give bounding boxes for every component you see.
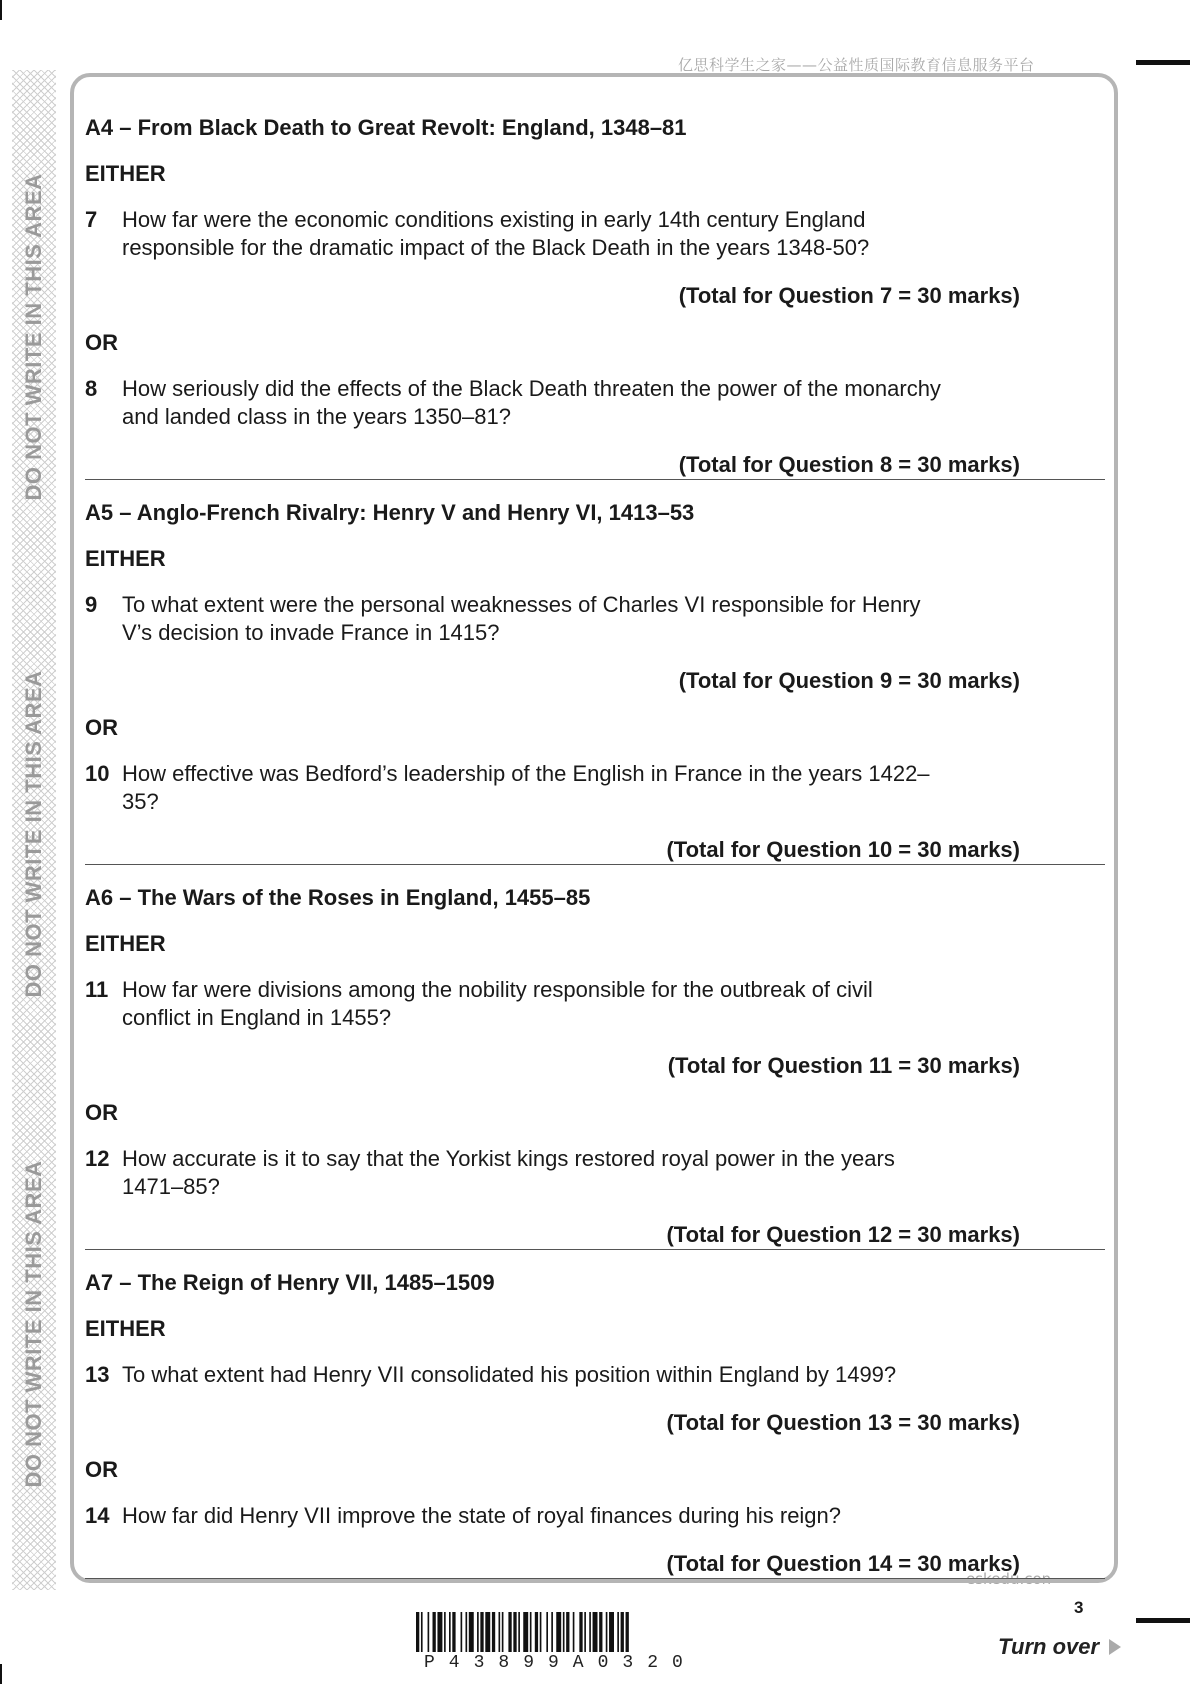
section-title: A4 – From Black Death to Great Revolt: England, 1348–81 <box>85 115 687 140</box>
question-text: To what extent were the personal weaknesses of Charles VI responsible for Henry V’s decision to invade France in 1415? <box>122 592 921 645</box>
corner-mark-bottom-left <box>0 1664 2 1684</box>
barcode-bar <box>437 1612 442 1652</box>
question-number: 7 <box>85 207 98 232</box>
margin-warning-label-middle: DO NOT WRITE IN THIS AREA <box>21 670 46 998</box>
question-item <box>85 976 1021 1032</box>
barcode-bar <box>573 1612 575 1652</box>
barcode-bar <box>461 1612 463 1652</box>
watermark-top: 亿思科学生之家——公益性质国际教育信息服务平台 <box>678 56 1035 74</box>
section-title: A6 – The Wars of the Roses in England, 1455–85 <box>85 885 591 910</box>
question-item <box>85 591 1021 647</box>
section-divider <box>85 864 1105 865</box>
barcode-bar <box>449 1612 451 1652</box>
barcode-bar <box>485 1612 490 1652</box>
barcode-bar <box>540 1612 542 1652</box>
barcode-bar <box>523 1612 528 1652</box>
question-item <box>85 375 1021 431</box>
barcode-bar <box>502 1612 504 1652</box>
section-a5 <box>85 500 1021 865</box>
question-text: How far were the economic conditions existing in early 14th century England responsible for the dramatic impact of the Black Death in the years 1348-50? <box>122 207 870 260</box>
barcode-bar <box>416 1612 419 1652</box>
question-text: How effective was Bedford’s leadership of the English in France in the years 1422–35? <box>122 761 930 814</box>
question-total: (Total for Question 7 = 30 marks) <box>678 283 1020 308</box>
barcode-bar <box>609 1612 614 1652</box>
barcode-bar <box>546 1612 548 1652</box>
barcode-bar <box>499 1612 501 1652</box>
section-divider <box>85 479 1105 480</box>
margin-warning-label-bottom: DO NOT WRITE IN THIS AREA <box>21 1160 46 1488</box>
question-number: 13 <box>85 1362 110 1387</box>
barcode-bar <box>535 1612 538 1652</box>
barcode-bar <box>566 1612 569 1652</box>
either-label: EITHER <box>85 1316 166 1341</box>
question-total: (Total for Question 9 = 30 marks) <box>678 668 1020 693</box>
barcode-bar <box>421 1612 423 1652</box>
margin-warning-label-top: DO NOT WRITE IN THIS AREA <box>21 173 46 501</box>
question-total: (Total for Question 8 = 30 marks) <box>678 452 1020 477</box>
question-total: (Total for Question 11 = 30 marks) <box>667 1053 1020 1078</box>
barcode-bar <box>452 1612 455 1652</box>
or-label: OR <box>85 715 118 740</box>
question-text: How seriously did the effects of the Black Death threaten the power of the monarchy and landed class in the years 1350–81? <box>122 376 941 429</box>
barcode-bar <box>563 1612 565 1652</box>
question-text: How accurate is it to say that the Yorkist kings restored royal power in the years 1471–85? <box>122 1146 895 1199</box>
question-content <box>85 115 1021 1579</box>
barcode-bar <box>593 1612 598 1652</box>
section-divider <box>85 1249 1105 1250</box>
question-total: (Total for Question 10 = 30 marks) <box>666 837 1020 862</box>
question-number: 14 <box>85 1503 110 1528</box>
barcode-bar <box>556 1612 561 1652</box>
question-number: 10 <box>85 761 110 786</box>
section-a6 <box>85 885 1021 1250</box>
question-number: 12 <box>85 1146 110 1171</box>
turn-over-indicator <box>998 1634 1121 1660</box>
question-item <box>85 1361 1021 1389</box>
arrow-right-icon <box>1109 1639 1121 1655</box>
question-number: 8 <box>85 376 98 401</box>
barcode <box>416 1612 812 1658</box>
section-divider <box>85 1578 1105 1579</box>
section-a4 <box>85 115 1021 480</box>
section-a7 <box>85 1270 1021 1579</box>
barcode-bar <box>466 1612 468 1652</box>
barcode-bar <box>606 1612 608 1652</box>
turn-over-label: Turn over <box>998 1634 1100 1659</box>
either-label: EITHER <box>85 931 166 956</box>
barcode-bar <box>428 1612 430 1652</box>
question-item <box>85 760 1021 816</box>
barcode-bar <box>508 1612 511 1652</box>
barcode-bar <box>599 1612 602 1652</box>
barcode-bar <box>477 1612 479 1652</box>
question-item <box>85 206 1021 262</box>
question-total: (Total for Question 13 = 30 marks) <box>666 1410 1020 1435</box>
barcode-number: P43899A0320 <box>424 1653 697 1673</box>
barcode-bar <box>513 1612 516 1652</box>
question-text: How far were divisions among the nobility responsible for the outbreak of civil conflict in England in 1455? <box>122 977 873 1030</box>
corner-mark-top-left <box>0 0 2 20</box>
barcode-bar <box>551 1612 553 1652</box>
question-total: (Total for Question 14 = 30 marks) <box>666 1551 1020 1576</box>
or-label: OR <box>85 1100 118 1125</box>
either-label: EITHER <box>85 161 166 186</box>
barcode-bar <box>433 1612 436 1652</box>
barcode-bar <box>530 1612 532 1652</box>
section-title: A5 – Anglo-French Rivalry: Henry V and Henry VI, 1413–53 <box>85 500 695 525</box>
question-text: How far did Henry VII improve the state of royal finances during his reign? <box>122 1503 842 1528</box>
or-label: OR <box>85 330 118 355</box>
question-total: (Total for Question 12 = 30 marks) <box>666 1222 1020 1247</box>
question-text: To what extent had Henry VII consolidated his position within England by 1499? <box>122 1362 897 1387</box>
page-number: 3 <box>1074 1598 1084 1617</box>
question-number: 9 <box>85 592 98 617</box>
watermark-bottom: eskedu.con <box>966 1570 1052 1588</box>
barcode-bar <box>444 1612 446 1652</box>
barcode-bar <box>492 1612 495 1652</box>
either-label: EITHER <box>85 546 166 571</box>
corner-mark-top-right <box>1136 60 1190 65</box>
question-number: 11 <box>85 977 109 1002</box>
barcode-bar <box>469 1612 474 1652</box>
section-title: A7 – The Reign of Henry VII, 1485–1509 <box>85 1270 495 1295</box>
barcode-bar <box>518 1612 520 1652</box>
barcode-bar <box>480 1612 483 1652</box>
barcode-bar <box>584 1612 586 1652</box>
barcode-bar <box>626 1612 629 1652</box>
barcode-bar <box>579 1612 582 1652</box>
or-label: OR <box>85 1457 118 1482</box>
barcode-bar <box>621 1612 624 1652</box>
barcode-bar <box>617 1612 619 1652</box>
question-item <box>85 1145 1021 1201</box>
corner-mark-bottom-right <box>1136 1618 1190 1623</box>
barcode-bar <box>589 1612 591 1652</box>
question-item <box>85 1502 1021 1530</box>
